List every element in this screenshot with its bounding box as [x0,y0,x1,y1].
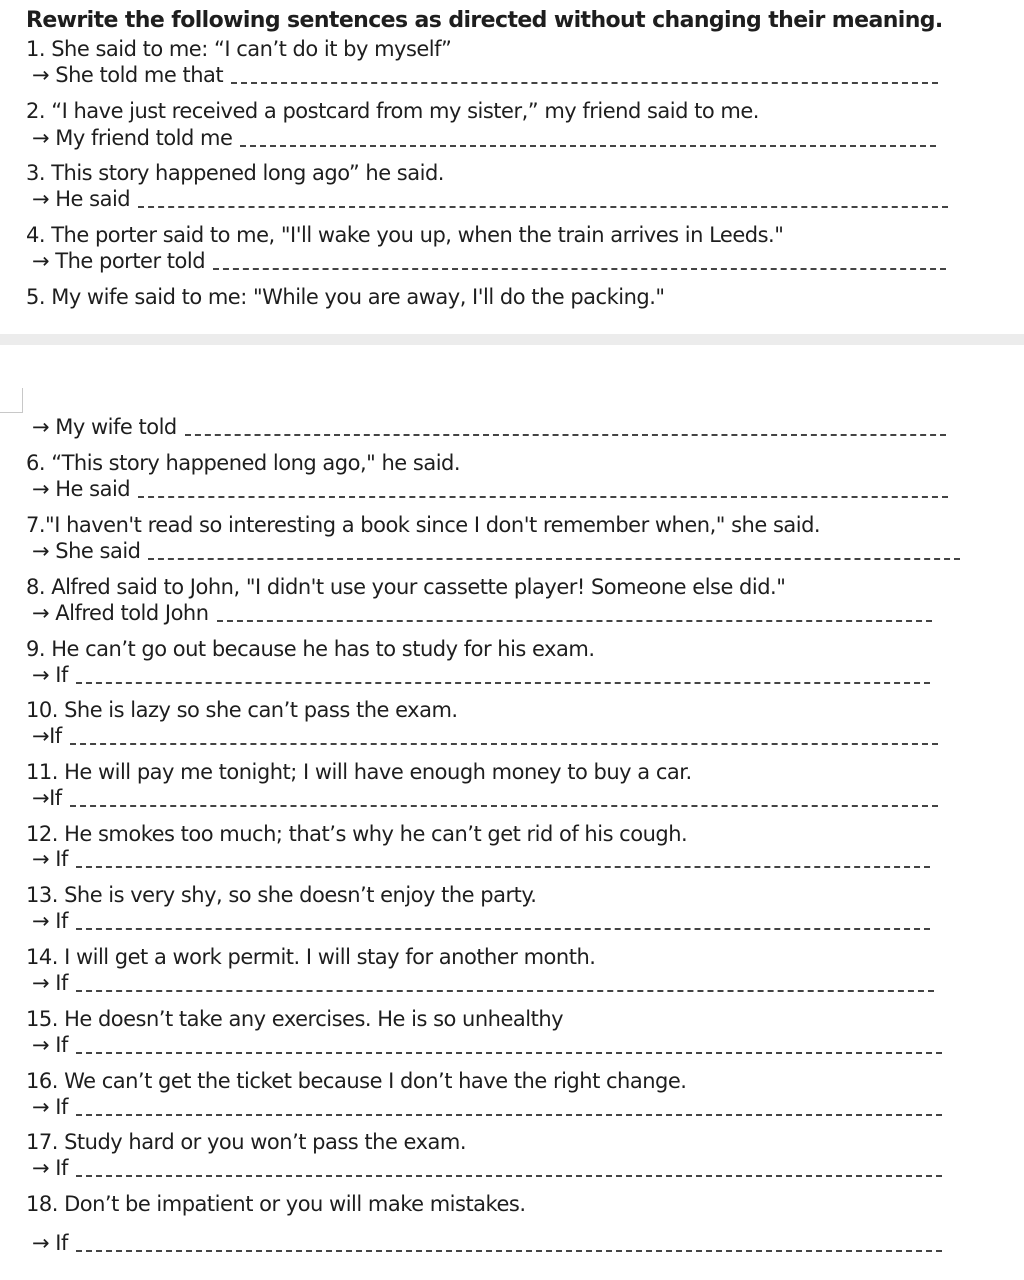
answer-prompt-1: → She told me that [32,63,224,87]
answer-blank-5[interactable] [185,434,946,436]
answer-blank-6[interactable] [138,496,948,498]
answer-prompt-8: → Alfred told John [32,601,209,625]
question-4: 4. The porter said to me, "I'll wake you up, when the train arrives in Leeds." [26,223,784,247]
answer-prompt-18: → If [32,1231,68,1255]
answer-line-17 [32,1155,942,1181]
answer-prompt-13: → If [32,909,68,933]
answer-line-18 [32,1230,942,1256]
answer-line-5 [32,414,946,440]
answer-line-7 [32,538,960,564]
answer-blank-14[interactable] [76,990,934,992]
answer-blank-17[interactable] [76,1175,942,1177]
answer-line-3 [32,186,948,212]
answer-line-15 [32,1032,942,1058]
answer-blank-3[interactable] [138,206,948,208]
question-16: 16. We can’t get the ticket because I don’t have the right change. [26,1069,687,1093]
answer-line-4 [32,248,946,274]
answer-prompt-2: → My friend told me [32,126,233,150]
question-12: 12. He smokes too much; that’s why he can’t get rid of his cough. [26,822,688,846]
answer-prompt-10: →If [32,724,62,748]
question-9: 9. He can’t go out because he has to study for his exam. [26,637,595,661]
answer-prompt-7: → She said [32,539,141,563]
answer-line-14 [32,970,934,996]
question-11: 11. He will pay me tonight; I will have enough money to buy a car. [26,760,692,784]
answer-prompt-3: → He said [32,187,131,211]
instruction-heading: Rewrite the following sentences as directed without changing their meaning. [26,8,943,33]
answer-blank-9[interactable] [76,682,930,684]
question-6: 6. “This story happened long ago," he said. [26,451,461,475]
answer-prompt-17: → If [32,1156,68,1180]
answer-line-12 [32,846,930,872]
answer-line-9 [32,662,930,688]
question-8: 8. Alfred said to John, "I didn't use your cassette player! Someone else did." [26,575,786,599]
answer-prompt-16: → If [32,1095,68,1119]
answer-blank-1[interactable] [231,82,938,84]
question-13: 13. She is very shy, so she doesn’t enjoy the party. [26,883,537,907]
answer-prompt-4: → The porter told [32,249,206,273]
question-7: 7."I haven't read so interesting a book since I don't remember when," she said. [26,513,821,537]
answer-blank-7[interactable] [148,558,960,560]
answer-line-13 [32,908,930,934]
question-15: 15. He doesn’t take any exercises. He is so unhealthy [26,1007,564,1031]
question-18: 18. Don’t be impatient or you will make mistakes. [26,1192,526,1216]
question-17: 17. Study hard or you won’t pass the exam. [26,1130,467,1154]
answer-prompt-9: → If [32,663,68,687]
answer-blank-13[interactable] [76,928,930,930]
answer-prompt-12: → If [32,847,68,871]
answer-prompt-5: → My wife told [32,415,177,439]
answer-blank-11[interactable] [70,805,938,807]
answer-line-6 [32,476,948,502]
answer-line-8 [32,600,932,626]
answer-prompt-14: → If [32,971,68,995]
answer-line-10 [32,723,938,749]
answer-prompt-6: → He said [32,477,131,501]
page-break [0,334,1024,345]
question-10: 10. She is lazy so she can’t pass the exam. [26,698,458,722]
answer-prompt-11: →If [32,786,62,810]
answer-prompt-15: → If [32,1033,68,1057]
question-2: 2. “I have just received a postcard from my sister,” my friend said to me. [26,99,759,123]
question-1: 1. She said to me: “I can’t do it by myself” [26,37,452,61]
answer-line-11 [32,785,938,811]
answer-blank-2[interactable] [240,145,936,147]
page-corner-mark [0,388,23,413]
answer-line-16 [32,1094,942,1120]
answer-blank-18[interactable] [76,1250,942,1252]
answer-blank-4[interactable] [213,268,946,270]
answer-blank-8[interactable] [217,620,932,622]
answer-blank-16[interactable] [76,1114,942,1116]
question-5: 5. My wife said to me: "While you are away, I'll do the packing." [26,285,665,309]
answer-blank-12[interactable] [76,866,930,868]
question-3: 3. This story happened long ago” he said. [26,161,444,185]
question-14: 14. I will get a work permit. I will stay for another month. [26,945,596,969]
answer-line-2 [32,125,936,151]
answer-blank-10[interactable] [70,743,938,745]
answer-line-1 [32,62,938,88]
answer-blank-15[interactable] [76,1052,942,1054]
